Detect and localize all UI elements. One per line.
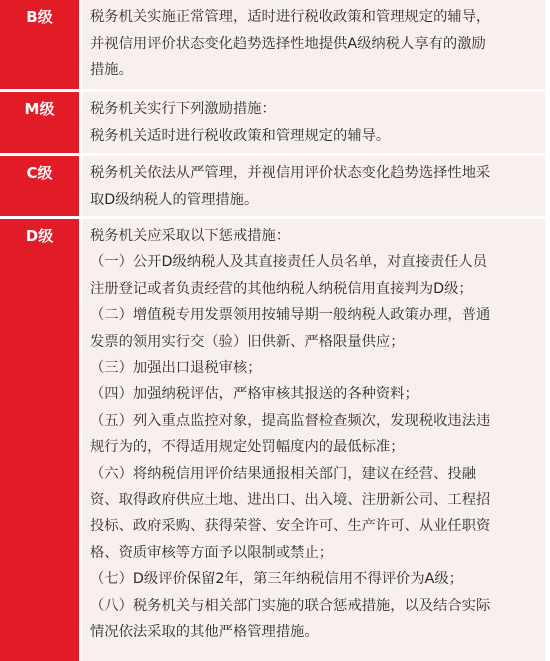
text-line: 规行为的，不得适用规定处罚幅度内的最低标准； <box>90 439 405 456</box>
text-line: （七）D级评价保留2年，第三年纳税信用不得评价为A级； <box>90 571 464 588</box>
text-line: 投标、政府采购、获得荣誉、安全许可、生产许可、从业任职资 <box>90 518 491 535</box>
measures-text <box>82 92 545 153</box>
grade-label <box>0 219 79 661</box>
grade-text: B级 <box>26 8 53 26</box>
text-line: 发票的领用实行交（验）旧供新、严格限量供应； <box>90 333 405 350</box>
text-line: （四）加强纳税评估，严格审核其报送的各种资料； <box>90 386 419 403</box>
grade-label <box>0 92 79 153</box>
text-line: 税务机关适时进行税收政策和管理规定的辅导。 <box>90 127 391 144</box>
text-line: 注册登记或者负责经营的其他纳税人纳税信用直接判为D级； <box>90 280 473 297</box>
grade-text: D级 <box>25 227 54 245</box>
text-line: （五）列入重点监控对象，提高监督检查频次，发现税收违法违 <box>90 412 491 429</box>
text-line: 税务机关应采取以下惩戒措施： <box>90 228 291 244</box>
text-line: 税务机关实施正常管理，适时进行税收政策和管理规定的辅导， <box>90 9 491 25</box>
grade-label <box>0 156 79 216</box>
row-m <box>0 92 550 153</box>
row-c <box>0 156 550 216</box>
text-line: （三）加强出口退税审核； <box>90 360 262 377</box>
text-line: 取D级纳税人的管理措施。 <box>90 191 259 208</box>
text-line: 税务机关依法从严管理，并视信用评价状态变化趋势选择性地采 <box>90 165 491 181</box>
row-d <box>0 219 550 661</box>
measures-text <box>82 0 545 89</box>
text-line: 格、资质审核等方面予以限制或禁止； <box>90 544 334 561</box>
text-line: （八）税务机关与相关部门实施的联合惩戒措施，以及结合实际 <box>90 597 491 614</box>
grade-label <box>0 0 79 89</box>
grade-text: C级 <box>26 164 53 182</box>
row-b <box>0 0 550 89</box>
text-line: （六）将纳税信用评价结果通报相关部门，建议在经营、投融 <box>90 465 477 482</box>
text-line: （二）增值税专用发票领用按辅导期一般纳税人政策办理，普通 <box>90 307 491 324</box>
measures-text <box>82 219 545 661</box>
grade-text: M级 <box>24 100 55 118</box>
text-line: （一）公开D级纳税人及其直接责任人员名单，对直接责任人员 <box>90 254 488 271</box>
text-line: 并视信用评价状态变化趋势选择性地提供A级纳税人享有的激励 <box>90 35 486 52</box>
text-line: 资、取得政府供应土地、进出口、出入境、注册新公司、工程招 <box>90 492 491 509</box>
text-line: 税务机关实行下列激励措施： <box>90 101 276 117</box>
measures-text <box>82 156 545 216</box>
text-line: 情况依法采取的其他严格管理措施。 <box>90 624 319 641</box>
text-line: 措施。 <box>90 62 133 78</box>
